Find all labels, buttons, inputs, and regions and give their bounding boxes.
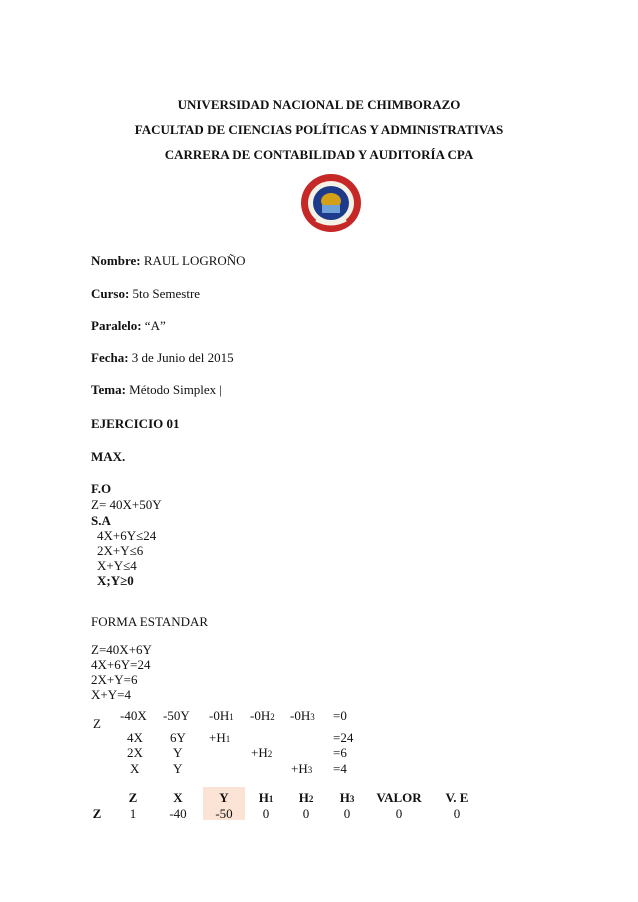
faculty-title: FACULTAD DE CIENCIAS POLÍTICAS Y ADMINISTRATIVAS bbox=[134, 122, 504, 137]
eq3-h3: +H3 bbox=[291, 761, 313, 776]
tema-field bbox=[91, 382, 222, 398]
standard-line-1: Z=40X+6Y bbox=[91, 642, 152, 657]
eq2-h2: +H2 bbox=[251, 745, 273, 760]
table-cell-h2: 0 bbox=[302, 806, 310, 821]
nombre-value: RAUL LOGROÑO bbox=[143, 253, 246, 268]
tema-label: Tema: bbox=[91, 382, 126, 397]
eq3-y: Y bbox=[173, 761, 183, 776]
eq3-x: X bbox=[130, 761, 140, 776]
career-title: CARRERA DE CONTABILIDAD Y AUDITORÍA CPA bbox=[164, 147, 474, 162]
university-title: UNIVERSIDAD NACIONAL DE CHIMBORAZO bbox=[177, 97, 461, 112]
paralelo-field bbox=[91, 318, 166, 334]
sa-label: S.A bbox=[91, 513, 111, 528]
standard-line-4: X+Y=4 bbox=[91, 687, 131, 702]
eq1-x: 4X bbox=[127, 730, 143, 745]
university-seal-icon bbox=[300, 172, 362, 234]
eq2-x: 2X bbox=[127, 745, 143, 760]
eq2-y: Y bbox=[173, 745, 183, 760]
fecha-label: Fecha: bbox=[91, 350, 129, 365]
eq2-rhs: =6 bbox=[333, 745, 347, 760]
eq1-rhs: =24 bbox=[333, 730, 354, 745]
standard-line-2: 4X+6Y=24 bbox=[91, 657, 151, 672]
table-header-h3: H3 bbox=[339, 790, 355, 805]
table-cell-ve: 0 bbox=[453, 806, 461, 821]
nombre-field bbox=[91, 253, 246, 269]
table-header-y: Y bbox=[219, 790, 229, 805]
nonneg-constraint: X;Y≥0 bbox=[97, 573, 134, 588]
tema-value: Método Simplex | bbox=[129, 382, 223, 397]
constraint-1: 4X+6Y≤24 bbox=[97, 528, 157, 543]
nombre-label: Nombre: bbox=[91, 253, 141, 268]
table-header-ve: V. E bbox=[445, 790, 469, 805]
eq0-h1: -0H1 bbox=[209, 708, 234, 723]
curso-label: Curso: bbox=[91, 286, 130, 301]
table-cell-y: -50 bbox=[215, 806, 233, 821]
table-header-h2: H2 bbox=[298, 790, 314, 805]
eq1-h1: +H1 bbox=[209, 730, 231, 745]
table-cell-h3: 0 bbox=[343, 806, 351, 821]
fecha-field bbox=[91, 350, 234, 366]
equations-z-label: Z bbox=[93, 716, 101, 731]
constraint-3: X+Y≤4 bbox=[97, 558, 137, 573]
eq1-y: 6Y bbox=[170, 730, 186, 745]
table-header-h1: H1 bbox=[258, 790, 274, 805]
exercise-title: EJERCICIO 01 bbox=[91, 416, 180, 431]
eq0-h2: -0H2 bbox=[250, 708, 275, 723]
curso-value: 5to Semestre bbox=[132, 286, 201, 301]
table-cell-h1: 0 bbox=[262, 806, 270, 821]
curso-field bbox=[91, 286, 200, 302]
eq0-rhs: =0 bbox=[333, 708, 347, 723]
table-header-z: Z bbox=[128, 790, 138, 805]
standard-line-3: 2X+Y=6 bbox=[91, 672, 138, 687]
fecha-value: 3 de Junio del 2015 bbox=[131, 350, 234, 365]
table-row-label: Z bbox=[92, 806, 102, 821]
eq0-y: -50Y bbox=[163, 708, 190, 723]
table-cell-x: -40 bbox=[169, 806, 187, 821]
exercise-mode: MAX. bbox=[91, 449, 126, 464]
table-cell-z: 1 bbox=[129, 806, 137, 821]
constraint-2: 2X+Y≤6 bbox=[97, 543, 144, 558]
eq3-rhs: =4 bbox=[333, 761, 347, 776]
objective-function: Z= 40X+50Y bbox=[91, 497, 162, 512]
fo-label: F.O bbox=[91, 481, 112, 496]
paralelo-value: “A” bbox=[144, 318, 166, 333]
table-header-valor: VALOR bbox=[376, 790, 422, 805]
eq0-x: -40X bbox=[120, 708, 147, 723]
eq0-h3: -0H3 bbox=[290, 708, 315, 723]
table-header-x: X bbox=[173, 790, 183, 805]
table-cell-valor: 0 bbox=[395, 806, 403, 821]
paralelo-label: Paralelo: bbox=[91, 318, 142, 333]
standard-form-title: FORMA ESTANDAR bbox=[91, 614, 209, 629]
